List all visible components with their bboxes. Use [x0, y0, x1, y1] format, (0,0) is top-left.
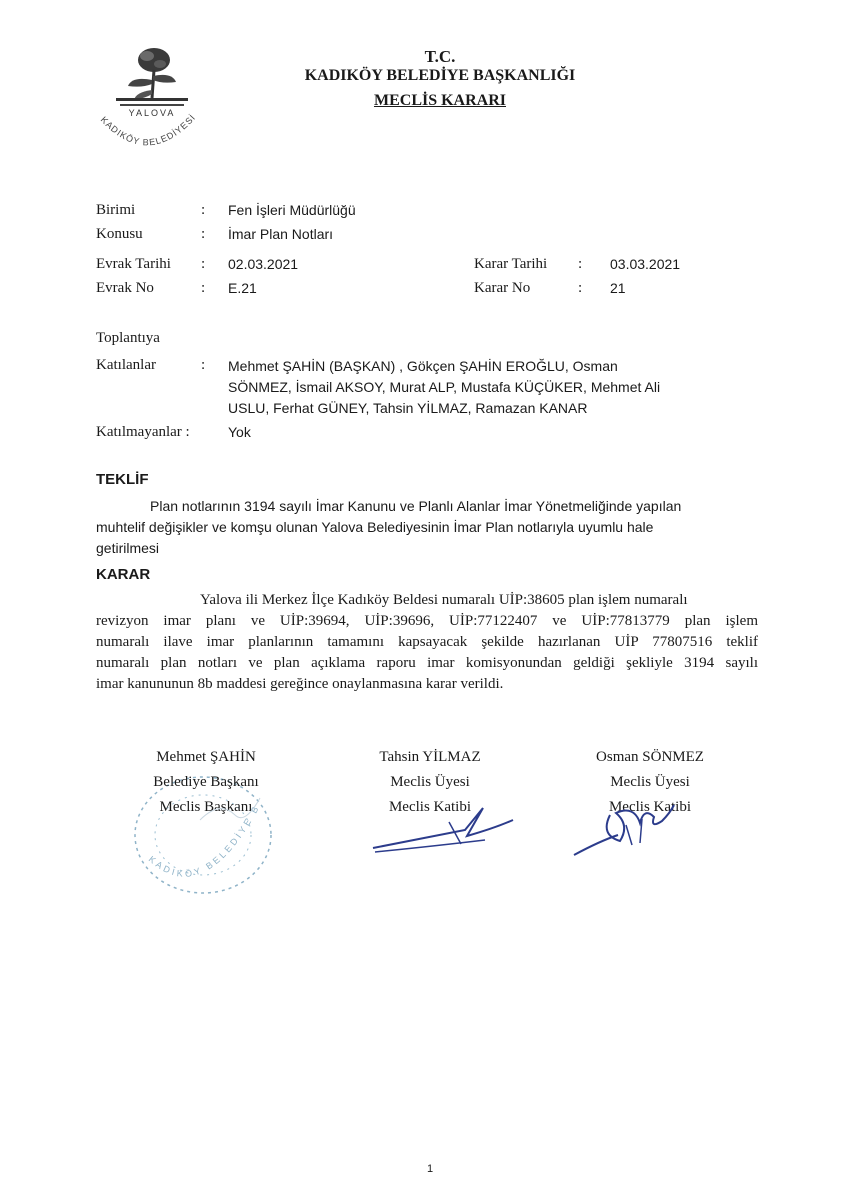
karar-line-2: revizyon imar planı ve UİP:39694, UİP:39696, UİP:77122407 ve UİP:77813779 plan işlem — [96, 613, 758, 629]
karar-paragraph — [96, 590, 758, 695]
karar-line-1: Yalova ili Merkez İlçe Kadıköy Beldesi numaralı UİP:38605 plan işlem numaralı — [200, 592, 688, 608]
teklif-line-3: getirilmesi — [96, 540, 160, 556]
logo-arc-text — [92, 98, 212, 178]
evrak-tarihi-value: 02.03.2021 — [228, 256, 299, 272]
signatory-title-1b: Meclis Başkanı — [159, 799, 253, 815]
teklif-line-1: Plan notlarının 3194 sayılı İmar Kanunu ve Planlı Alanlar İmar Yönetmeliğinde yapılan — [150, 498, 682, 514]
katilanlar-list — [228, 356, 660, 419]
birimi-colon: : — [201, 202, 206, 218]
birimi-label: Birimi — [96, 202, 136, 218]
teklif-line-2: muhtelif değişikler ve komşu olunan Yalova Belediyesinin İmar Plan notlarıyla uyumlu hale — [96, 519, 654, 535]
signature-mark-1 — [190, 790, 270, 835]
signatory-title-2a: Meclis Üyesi — [390, 774, 470, 790]
signatory-name-2: Tahsin YİLMAZ — [379, 749, 481, 765]
header-tc: T.C. — [424, 47, 456, 66]
svg-text:KADIKÖY BELEDİYESİ — [99, 112, 198, 147]
signatory-name-3: Osman SÖNMEZ — [596, 749, 704, 765]
katilanlar-colon: : — [201, 357, 206, 373]
katilanlar-line-3: USLU, Ferhat GÜNEY, Tahsin YİLMAZ, Ramazan KANAR — [228, 400, 588, 416]
evrak-tarihi-label: Evrak Tarihi — [96, 256, 171, 272]
logo-text-top: YALOVA — [128, 108, 176, 118]
header-institution: KADIKÖY BELEDİYE BAŞKANLIĞI — [304, 67, 576, 84]
header-document-type-text: MECLİS KARARI — [373, 92, 506, 109]
karar-tarihi-value: 03.03.2021 — [610, 256, 681, 272]
toplantiya-title: Toplantıya — [96, 330, 160, 346]
stamp-text: KADIKÖY BELEDİYE B — [146, 802, 262, 879]
katilanlar-line-1: Mehmet ŞAHİN (BAŞKAN) , Gökçen ŞAHİN EROĞLU, Osman — [228, 358, 618, 374]
evrak-no-label: Evrak No — [96, 280, 154, 296]
karar-no-colon: : — [578, 280, 583, 296]
birimi-value: Fen İşleri Müdürlüğü — [228, 202, 356, 218]
konusu-label: Konusu — [96, 226, 143, 242]
signatory-title-3b: Meclis Katibi — [608, 799, 692, 815]
page-number: 1 — [426, 1163, 434, 1175]
karar-heading: KARAR — [96, 566, 151, 583]
konusu-colon: : — [201, 226, 206, 242]
katilanlar-label: Katılanlar — [96, 357, 156, 373]
evrak-no-colon: : — [201, 280, 206, 296]
katilanlar-line-2: SÖNMEZ, İsmail AKSOY, Murat ALP, Mustafa KÜÇÜKER, Mehmet Ali — [228, 379, 661, 395]
evrak-no-value: E.21 — [228, 280, 257, 296]
karar-tarihi-label: Karar Tarihi — [474, 256, 548, 272]
katilmayanlar-value: Yok — [228, 424, 251, 440]
katilmayanlar-label: Katılmayanlar : — [96, 424, 190, 440]
signature-mark-3 — [570, 795, 680, 870]
karar-line-5: imar kanununun 8b maddesi gereğince onaylanmasına karar verildi. — [96, 676, 504, 692]
teklif-heading: TEKLİF — [96, 471, 149, 488]
karar-line-3: numaralı ilave imar planlarının tamamını kapsayacak şekilde hazırlanan UİP 77807516 teklif — [96, 634, 758, 650]
header-document-type — [240, 92, 640, 110]
karar-no-value: 21 — [610, 280, 626, 296]
signature-mark-2 — [365, 800, 525, 865]
teklif-paragraph — [96, 496, 756, 559]
karar-no-label: Karar No — [474, 280, 531, 296]
signatory-title-2b: Meclis Katibi — [388, 799, 472, 815]
karar-tarihi-colon: : — [578, 256, 583, 272]
karar-line-4: numaralı plan notları ve plan açıklama raporu imar komisyonundan geldiği şekliyle 3194 sayılı — [96, 655, 758, 671]
municipality-logo — [92, 38, 212, 173]
konusu-value: İmar Plan Notları — [228, 226, 334, 242]
signatory-title-3a: Meclis Üyesi — [610, 774, 690, 790]
logo-arc-label: KADIKÖY BELEDİYESİ — [98, 112, 198, 148]
evrak-tarihi-colon: : — [201, 256, 206, 272]
signatory-name-1: Mehmet ŞAHİN — [156, 749, 256, 765]
signatory-title-1a: Belediye Başkanı — [153, 774, 259, 790]
